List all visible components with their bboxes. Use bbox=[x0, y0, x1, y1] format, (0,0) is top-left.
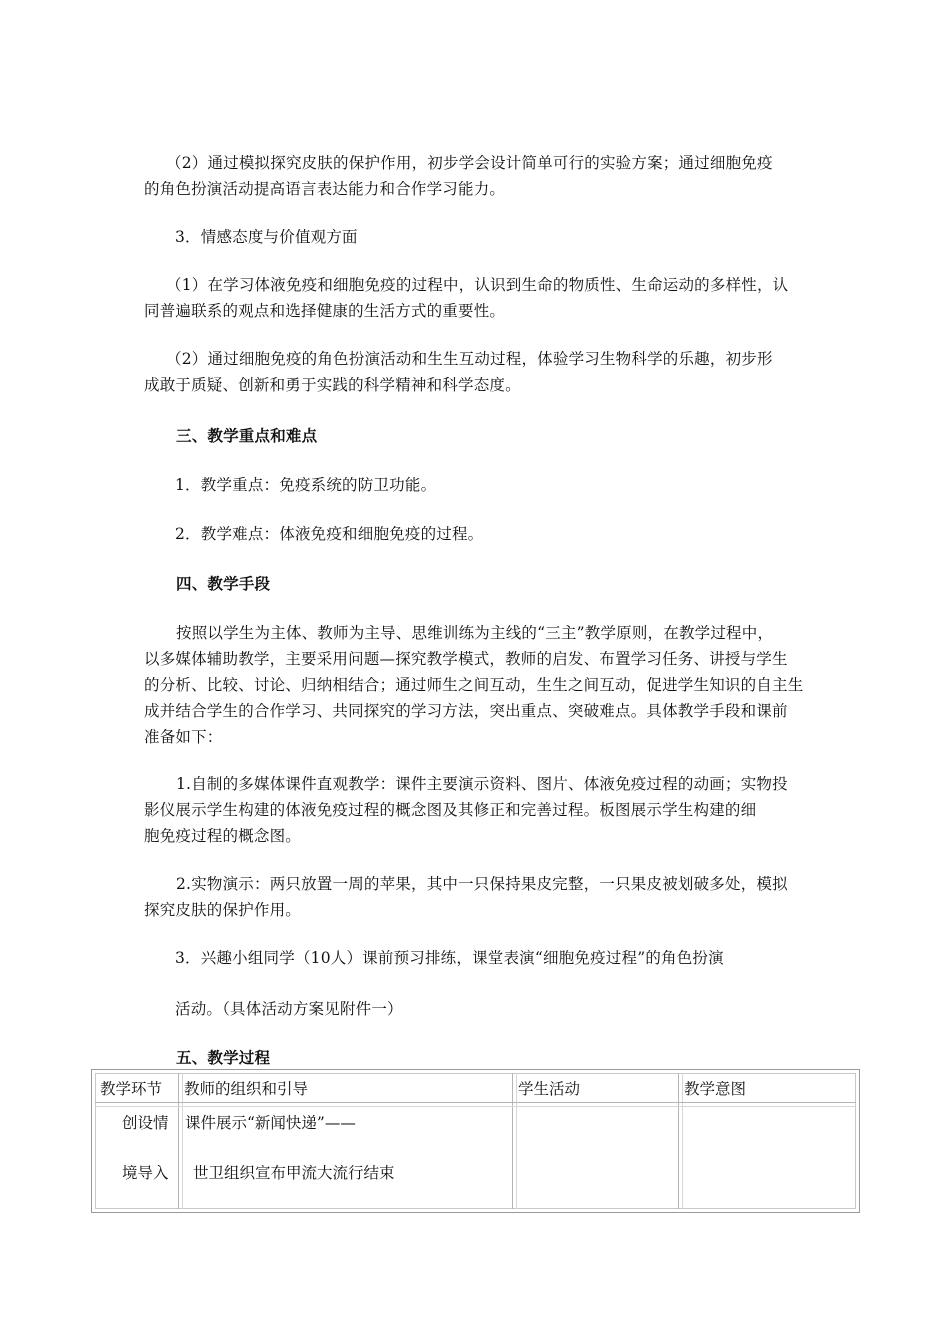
paragraph-line: 以多媒体辅助教学，主要采用问题—探究教学模式，教师的启发、布置学习任务、讲授与学生 bbox=[144, 650, 788, 668]
section-heading: 三、教学重点和难点 bbox=[176, 426, 318, 445]
subheading: 3．情感态度与价值观方面 bbox=[175, 228, 358, 246]
paragraph-line: 的角色扮演活动提高语言表达能力和合作学习能力。 bbox=[144, 180, 506, 198]
section-heading: 四、教学手段 bbox=[176, 574, 271, 593]
paragraph-line: 3．兴趣小组同学（10人）课前预习排练，课堂表演“细胞免疫过程”的角色扮演 bbox=[175, 949, 724, 967]
table-header-cell: 教学环节 bbox=[100, 1080, 163, 1098]
paragraph-line: 1.自制的多媒体课件直观教学：课件主要演示资料、图片、体液免疫过程的动画；实物投 bbox=[176, 775, 788, 793]
paragraph-line: 胞免疫过程的概念图。 bbox=[144, 827, 302, 845]
paragraph-line: （2）通过模拟探究皮肤的保护作用，初步学会设计简单可行的实验方案；通过细胞免疫 bbox=[166, 154, 773, 172]
paragraph-line: （1）在学习体液免疫和细胞免疫的过程中，认识到生命的物质性、生命运动的多样性，认 bbox=[166, 276, 789, 294]
table-header-cell: 教师的组织和引导 bbox=[184, 1080, 309, 1098]
table-cell-stage: 创设情 bbox=[122, 1114, 169, 1132]
section-heading: 五、教学过程 bbox=[176, 1048, 271, 1067]
paragraph-line: 探究皮肤的保护作用。 bbox=[144, 901, 302, 919]
table-header-cell: 教学意图 bbox=[684, 1080, 747, 1098]
paragraph-line: 按照以学生为主体、教师为主导、思维训练为主线的“三主”教学原则，在教学过程中， bbox=[176, 624, 774, 642]
paragraph-line: 活动。（具体活动方案见附件一） bbox=[175, 1000, 403, 1018]
table-cell-stage: 境导入 bbox=[122, 1164, 169, 1182]
table-cell-teacher: 世卫组织宣布甲流大流行结束 bbox=[193, 1164, 395, 1182]
paragraph-line: 1．教学重点：免疫系统的防卫功能。 bbox=[175, 476, 437, 494]
paragraph-line: 的分析、比较、讨论、归纳相结合；通过师生之间互动，生生之间互动，促进学生知识的自主生 bbox=[144, 676, 804, 694]
column-divider bbox=[678, 1073, 683, 1209]
paragraph-line: 准备如下： bbox=[144, 728, 223, 746]
table-cell-teacher: 课件展示“新闻快递”—— bbox=[185, 1114, 356, 1132]
paragraph-line: 成敢于质疑、创新和勇于实践的科学精神和科学态度。 bbox=[144, 376, 521, 394]
column-divider bbox=[178, 1073, 183, 1209]
column-divider bbox=[512, 1073, 517, 1209]
paragraph-line: 影仪展示学生构建的体液免疫过程的概念图及其修正和完善过程。板图展示学生构建的细 bbox=[144, 801, 757, 819]
row-divider bbox=[95, 1102, 856, 1107]
paragraph-line: 2．教学难点：体液免疫和细胞免疫的过程。 bbox=[175, 525, 484, 543]
table-header-cell: 学生活动 bbox=[518, 1080, 581, 1098]
teaching-process-table bbox=[91, 1069, 860, 1213]
paragraph-line: 成并结合学生的合作学习、共同探究的学习方法，突出重点、突破难点。具体教学手段和课前 bbox=[144, 702, 788, 720]
paragraph-line: 2.实物演示：两只放置一周的苹果，其中一只保持果皮完整，一只果皮被划破多处，模拟 bbox=[176, 875, 788, 893]
paragraph-line: （2）通过细胞免疫的角色扮演活动和生生互动过程，体验学习生物科学的乐趣，初步形 bbox=[166, 350, 773, 368]
paragraph-line: 同普遍联系的观点和选择健康的生活方式的重要性。 bbox=[144, 302, 506, 320]
